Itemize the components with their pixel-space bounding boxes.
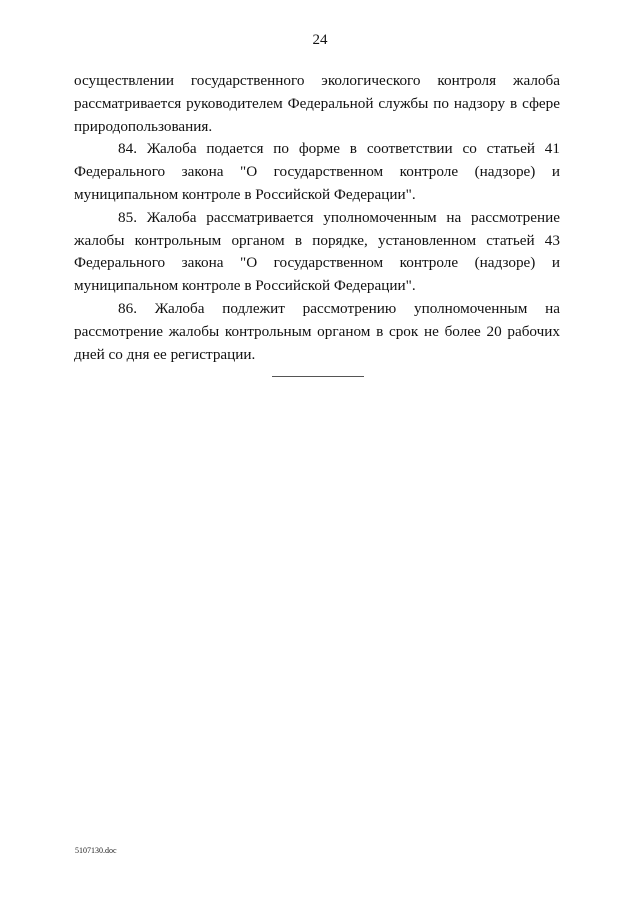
paragraph-84: 84. Жалоба подается по форме в соответствии со статьей 41 Федерального закона "О государственном контроле (надзоре) и муниципальном контроле в Российской Федерации". (74, 140, 560, 203)
paragraph-continuation: осуществлении государственного экологического контроля жалоба рассматривается руководителем Федеральной службы по надзору в сфере природопользования. (74, 72, 560, 135)
paragraph-86: 86. Жалоба подлежит рассмотрению уполномоченным на рассмотрение жалобы контрольным органом в срок не более 20 рабочих дней со дня ее регистрации. (74, 299, 560, 363)
page-number: 24 (312, 32, 328, 48)
footer-file-name: 5107130.doc (75, 846, 117, 855)
document-body (74, 70, 560, 366)
end-of-text-divider (272, 376, 364, 377)
paragraph-85: 85. Жалоба рассматривается уполномоченным на рассмотрение жалобы контрольным органом в порядке, установленном статьей 43 Федерального закона "О государственном контроле (надзоре) и муниципальном контроле в Российской Федерации". (74, 208, 560, 295)
